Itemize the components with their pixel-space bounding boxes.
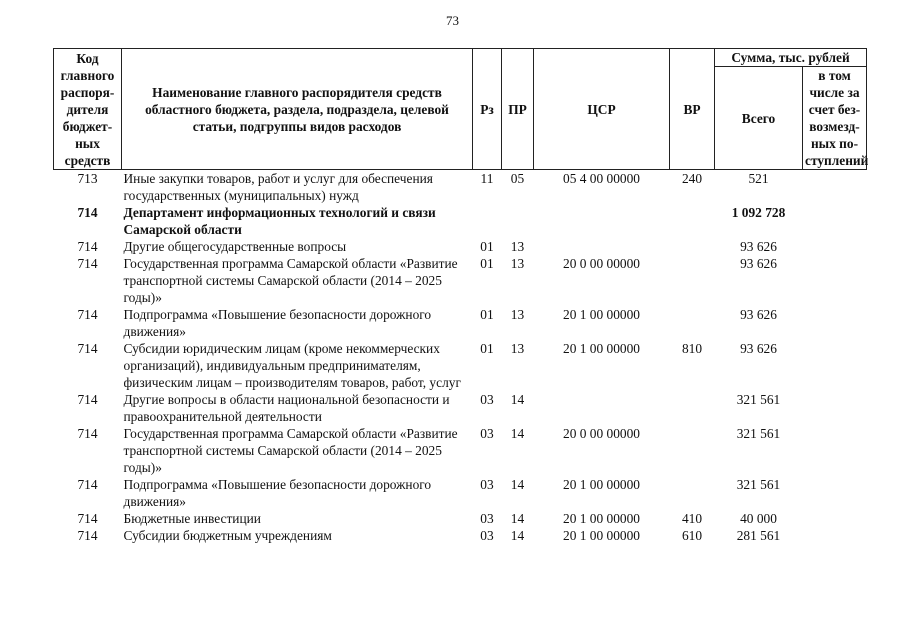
cell-csr: 05 4 00 00000: [563, 171, 640, 186]
table-row: [54, 170, 867, 205]
cell-free: [803, 425, 867, 476]
cell-rz: 01: [480, 239, 494, 254]
cell-code: 714: [77, 307, 98, 322]
cell-free: [803, 527, 867, 544]
cell-total: 1 092 728: [731, 205, 786, 220]
cell-csr: 20 0 00 00000: [563, 426, 640, 441]
cell-vr: 610: [681, 528, 703, 543]
cell-vr: 810: [681, 341, 703, 356]
cell-rz: 01: [480, 341, 494, 356]
cell-total: 281 561: [736, 528, 781, 543]
cell-csr: [534, 238, 670, 255]
header-free: в том числе за счет без-возмезд-ных по-ступлений: [803, 67, 867, 170]
cell-pr: 14: [510, 392, 525, 407]
cell-code: 714: [77, 341, 98, 356]
cell-code: 714: [77, 528, 98, 543]
cell-free: [803, 170, 867, 205]
cell-free: [803, 238, 867, 255]
cell-name: Департамент информационных технологий и связи Самарской области: [123, 205, 436, 237]
cell-total: 93 626: [740, 341, 777, 356]
header-sum: Сумма, тыс. рублей: [715, 49, 867, 67]
cell-rz: 03: [480, 528, 494, 543]
cell-code: 714: [77, 426, 98, 441]
header-csr: ЦСР: [534, 49, 670, 170]
cell-free: [803, 476, 867, 510]
cell-rz: 03: [480, 426, 494, 441]
cell-code: 714: [77, 256, 98, 271]
cell-csr: [534, 204, 670, 238]
cell-rz: 03: [480, 511, 494, 526]
cell-pr: 14: [510, 511, 525, 526]
budget-table: [53, 48, 867, 544]
cell-vr: [670, 391, 715, 425]
cell-csr: [534, 391, 670, 425]
cell-total: 321 561: [736, 426, 781, 441]
cell-csr: 20 1 00 00000: [563, 511, 640, 526]
cell-name: Субсидии юридическим лицам (кроме некоммерческих организаций), индивидуальным предпринимателям, физическим лицам – производителям товаров, работ, услуг: [123, 341, 461, 390]
cell-rz: 01: [480, 307, 494, 322]
cell-pr: 14: [510, 477, 525, 492]
cell-code: 714: [77, 392, 98, 407]
cell-rz: 11: [480, 171, 494, 186]
cell-total: 321 561: [736, 392, 781, 407]
cell-code: 714: [77, 205, 98, 220]
table-row: [54, 238, 867, 255]
cell-vr: [670, 425, 715, 476]
table-row: [54, 425, 867, 476]
cell-vr: [670, 306, 715, 340]
cell-pr: 13: [510, 341, 525, 356]
table-row: [54, 306, 867, 340]
table-row: [54, 255, 867, 306]
cell-vr: [670, 204, 715, 238]
header-code: Код главного распоря-дителя бюджет-ных средств: [54, 49, 122, 170]
cell-total: 93 626: [740, 239, 777, 254]
cell-name: Другие вопросы в области национальной безопасности и правоохранительной деятельности: [123, 392, 450, 424]
cell-name: Субсидии бюджетным учреждениям: [123, 528, 332, 543]
cell-name: Бюджетные инвестиции: [123, 511, 261, 526]
cell-vr: 240: [681, 171, 703, 186]
cell-csr: 20 1 00 00000: [563, 341, 640, 356]
table-row: [54, 510, 867, 527]
cell-vr: [670, 238, 715, 255]
cell-pr: 13: [510, 307, 525, 322]
cell-code: 714: [77, 477, 98, 492]
cell-free: [803, 255, 867, 306]
table-row: [54, 204, 867, 238]
header-pr: ПР: [502, 49, 534, 170]
cell-name: Подпрограмма «Повышение безопасности дорожного движения»: [123, 307, 432, 339]
cell-vr: [670, 476, 715, 510]
cell-total: 521: [748, 171, 769, 186]
cell-rz: 01: [480, 256, 494, 271]
header-total: Всего: [715, 67, 803, 170]
cell-name: Государственная программа Самарской области «Развитие транспортной системы Самарской области (2014 – 2025 годы)»: [123, 256, 458, 305]
cell-name: Иные закупки товаров, работ и услуг для обеспечения государственных (муниципальных) нужд: [123, 171, 433, 203]
cell-total: 321 561: [736, 477, 781, 492]
header-vr: ВР: [670, 49, 715, 170]
cell-pr: 14: [510, 426, 525, 441]
cell-free: [803, 510, 867, 527]
table-row: [54, 527, 867, 544]
cell-total: 93 626: [740, 256, 777, 271]
cell-pr: 13: [510, 239, 525, 254]
cell-total: 40 000: [740, 511, 777, 526]
header-rz: Рз: [473, 49, 502, 170]
cell-name: Государственная программа Самарской области «Развитие транспортной системы Самарской области (2014 – 2025 годы)»: [123, 426, 458, 475]
cell-vr: [670, 255, 715, 306]
table-body: [54, 170, 867, 545]
cell-vr: 410: [681, 511, 703, 526]
cell-free: [803, 340, 867, 391]
cell-pr: 14: [510, 528, 525, 543]
cell-rz: [473, 204, 502, 238]
cell-csr: 20 1 00 00000: [563, 307, 640, 322]
table-row: [54, 476, 867, 510]
cell-free: [803, 204, 867, 238]
cell-csr: 20 0 00 00000: [563, 256, 640, 271]
cell-code: 714: [77, 511, 98, 526]
header-name: Наименование главного распорядителя средств областного бюджета, раздела, подраздела, целевой статьи, подгруппы видов расходов: [122, 49, 473, 170]
cell-code: 714: [77, 239, 98, 254]
cell-free: [803, 306, 867, 340]
cell-name: Другие общегосударственные вопросы: [123, 239, 347, 254]
table-row: [54, 340, 867, 391]
page-number: 73: [446, 13, 459, 28]
cell-csr: 20 1 00 00000: [563, 528, 640, 543]
cell-csr: 20 1 00 00000: [563, 477, 640, 492]
cell-free: [803, 391, 867, 425]
cell-pr: 05: [510, 171, 525, 186]
cell-pr: [502, 204, 534, 238]
cell-total: 93 626: [740, 307, 777, 322]
cell-code: 713: [77, 171, 98, 186]
cell-name: Подпрограмма «Повышение безопасности дорожного движения»: [123, 477, 432, 509]
cell-rz: 03: [480, 477, 494, 492]
cell-rz: 03: [480, 392, 494, 407]
table-row: [54, 391, 867, 425]
cell-pr: 13: [510, 256, 525, 271]
